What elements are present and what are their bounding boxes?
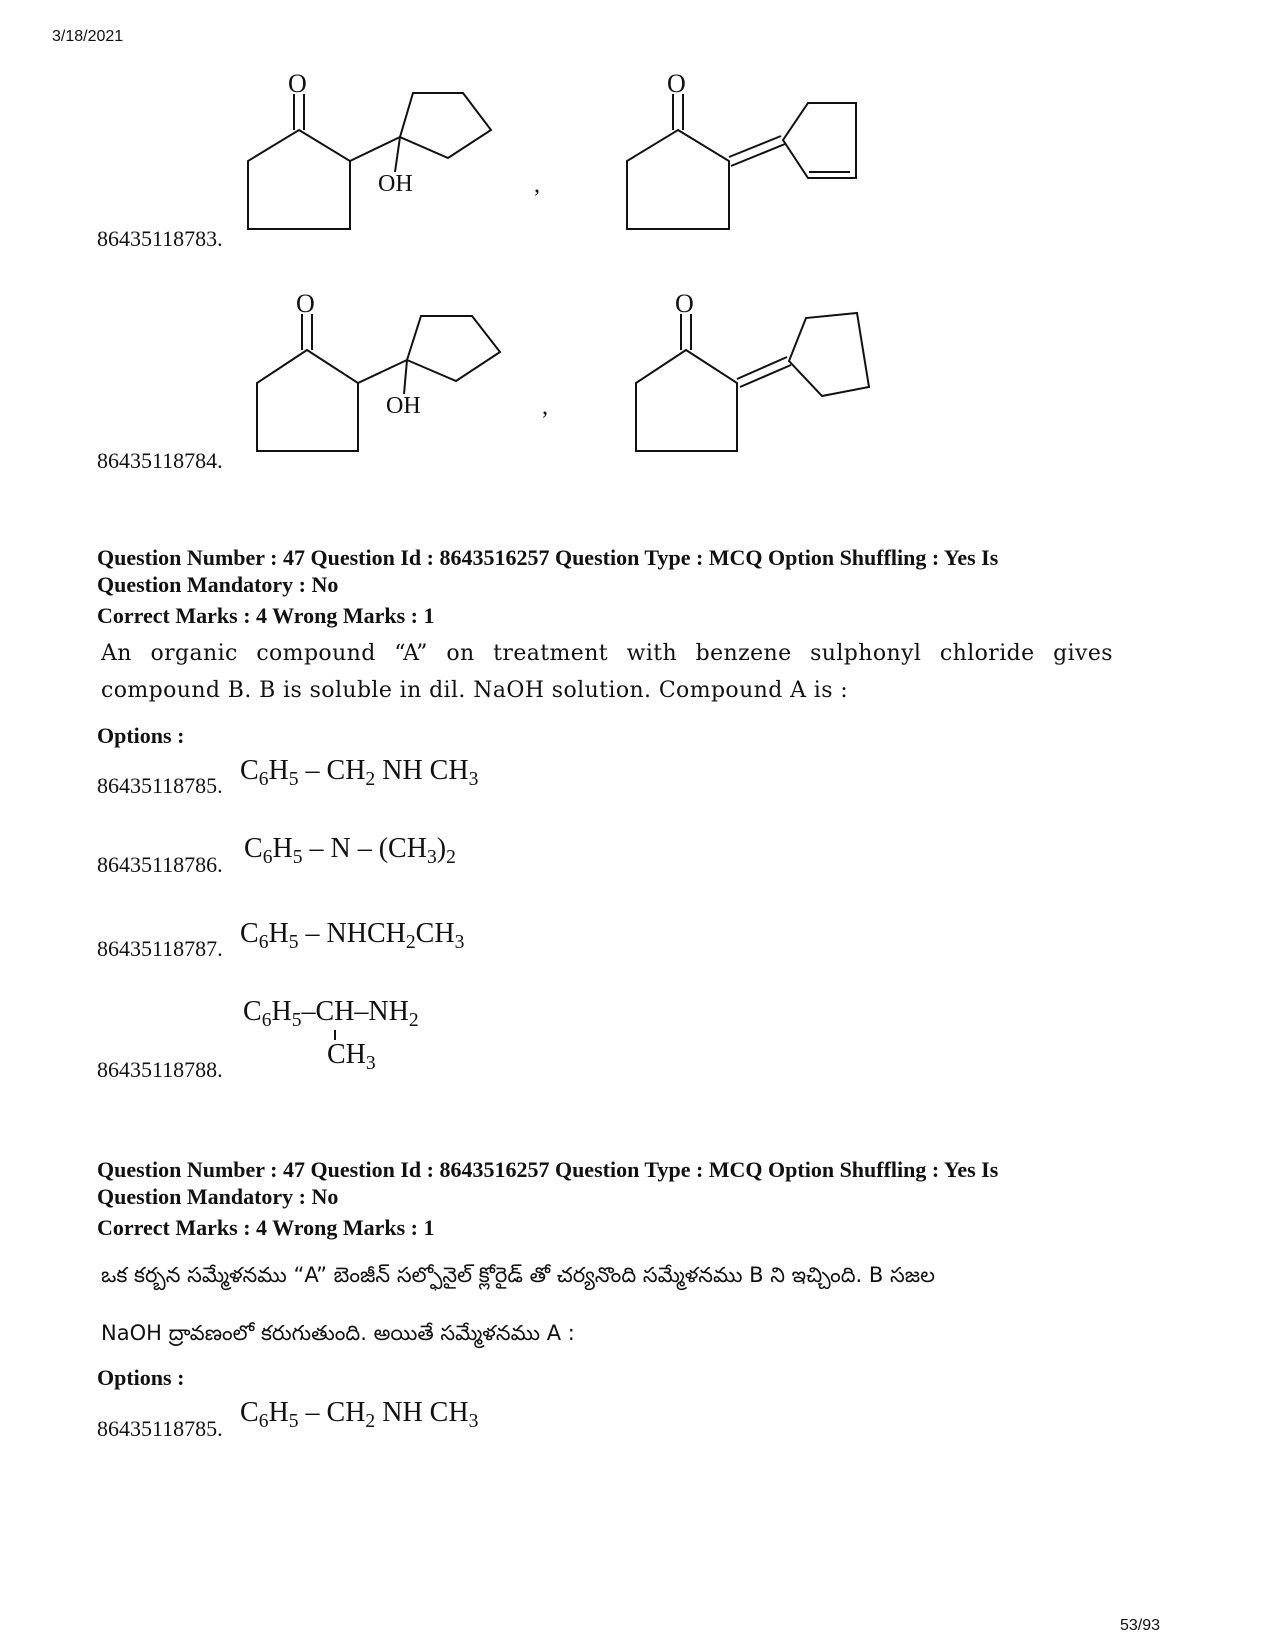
- exocyclic-double-bond: [729, 136, 781, 157]
- question-text-line: NaOH ద్రావణంలో కరుగుతుంది. అయితే సమ్మేళనము A :: [101, 1321, 575, 1345]
- option-formula: $C_6H_5 - CH_2$ NH $CH_3$: [240, 755, 479, 790]
- cyclohexanone-ring: [636, 350, 737, 451]
- exocyclic-double-bond: [737, 357, 787, 379]
- oxygen-label: O: [296, 289, 315, 318]
- question-text-line: ఒక కర్బన సమ్మేళనము “A” బెంజీన్ సల్ఫోనైల్ క్లోరైడ్ తో చర్యనొంది సమ్మేళనము B ని ఇచ్చింది. B సజల: [101, 1263, 935, 1287]
- option-id: 86435118785.: [97, 1416, 223, 1441]
- option-id: 86435118787.: [97, 936, 223, 961]
- option-formula: $C_6H_5$ – N – $(CH_3)_2$: [244, 833, 456, 868]
- option-formula: $C_6H_5 - CH_2$ NH $CH_3$: [240, 1397, 479, 1432]
- option-structure-pair-1: [0, 0, 1275, 520]
- question-mandatory: Question Mandatory : No: [97, 572, 339, 597]
- option-formula-main: $C_6H_5-CH-NH_2$: [243, 996, 419, 1031]
- options-label: Options :: [97, 1365, 185, 1390]
- oxygen-label: O: [667, 69, 686, 98]
- hydroxyl-bond: [404, 360, 407, 394]
- oxygen-label: O: [288, 69, 307, 98]
- cyclopentene-ring: [783, 103, 856, 178]
- separator-comma: ,: [534, 172, 540, 198]
- question-mandatory: Question Mandatory : No: [97, 1184, 339, 1209]
- ring-link-bond: [350, 137, 400, 161]
- cyclohexanone-ring: [257, 350, 358, 451]
- question-meta: Question Number : 47 Question Id : 8643516257 Question Type : MCQ Option Shuffling : Yes Is: [97, 1157, 999, 1182]
- option-id: 86435118788.: [97, 1057, 223, 1082]
- hydroxyl-bond: [395, 137, 400, 172]
- cyclopentane-ring: [400, 93, 491, 158]
- option-formula: $C_6H_5$ – $NHCH_2CH_3$: [240, 918, 465, 953]
- page-number: 53/93: [1119, 1617, 1160, 1634]
- question-marks: Correct Marks : 4 Wrong Marks : 1: [97, 1215, 435, 1240]
- option-formula-branch: $CH_3$: [327, 1039, 376, 1074]
- question-text-line: compound B. B is soluble in dil. NaOH solution. Compound A is :: [101, 678, 849, 703]
- option-id: 86435118784.: [97, 448, 223, 473]
- oxygen-label: O: [675, 289, 694, 318]
- cyclopentane-ring: [407, 316, 500, 381]
- question-meta: Question Number : 47 Question Id : 8643516257 Question Type : MCQ Option Shuffling : Yes Is: [97, 545, 999, 570]
- hydroxyl-label: OH: [378, 171, 413, 197]
- hydroxyl-label: OH: [386, 393, 421, 419]
- cyclopentane-ring: [789, 313, 869, 396]
- options-label: Options :: [97, 723, 185, 748]
- cyclohexanone-ring: [248, 130, 350, 229]
- print-date: 3/18/2021: [52, 28, 124, 45]
- question-text-line: An organic compound “A” on treatment with benzene sulphonyl chloride gives: [101, 641, 1113, 666]
- option-id: 86435118786.: [97, 852, 223, 877]
- option-id: 86435118785.: [97, 773, 223, 798]
- ring-link-bond: [358, 360, 407, 383]
- separator-comma: ,: [542, 394, 548, 420]
- cyclohexanone-ring: [627, 130, 729, 229]
- option-id: 86435118783.: [97, 226, 223, 251]
- question-marks: Correct Marks : 4 Wrong Marks : 1: [97, 603, 435, 628]
